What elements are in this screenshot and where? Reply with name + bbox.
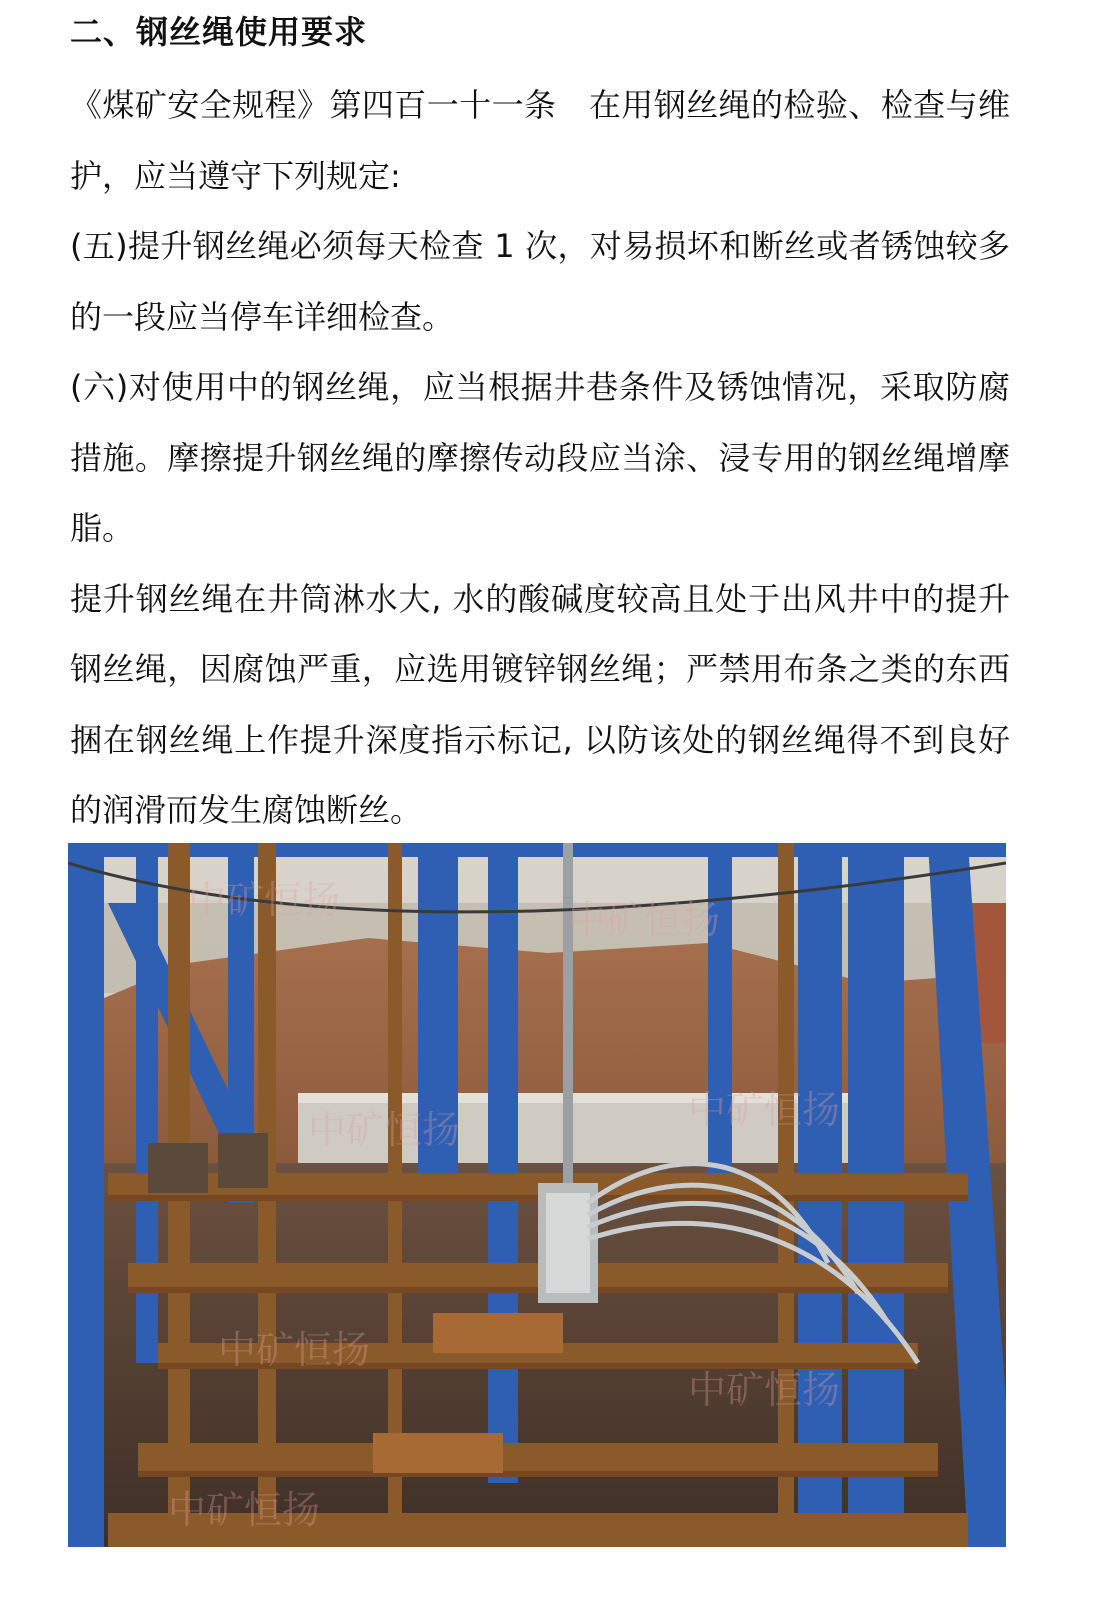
watermark-text: 中矿恒扬 bbox=[308, 1108, 461, 1152]
watermark-text: 中矿恒扬 bbox=[218, 1328, 371, 1372]
watermark-text: 中矿恒扬 bbox=[168, 1488, 321, 1532]
paragraph-regulation-intro: 《煤矿安全规程》第四百一十一条 在用钢丝绳的检验、检查与维护，应当遵守下列规定: bbox=[70, 86, 1010, 195]
watermark-text: 中矿恒扬 bbox=[188, 878, 341, 922]
watermark-text: 中矿恒扬 bbox=[688, 1088, 841, 1132]
watermark-text: 中矿恒扬 bbox=[568, 898, 721, 942]
paragraph-galvanized-rope: 提升钢丝绳在井筒淋水大, 水的酸碱度较高且处于出风井中的提升钢丝绳，因腐蚀严重，应选用镀锌钢丝绳；严禁用布条之类的东西捆在钢丝绳上作提升深度指示标记, 以防该处的钢丝绳得不到良好的润滑而发生腐蚀断丝。 bbox=[70, 579, 1010, 829]
shaft-construction-illustration bbox=[68, 843, 1006, 1547]
watermark-text: 中矿恒扬 bbox=[688, 1368, 841, 1412]
paragraph-item-five: (五)提升钢丝绳必须每天检查 1 次，对易损坏和断丝或者锈蚀较多的一段应当停车详细检查。 bbox=[70, 227, 1010, 336]
shaft-construction-photo bbox=[68, 843, 1006, 1547]
document-body bbox=[70, 0, 1010, 846]
paragraph-item-six: (六)对使用中的钢丝绳，应当根据井巷条件及锈蚀情况，采取防腐措施。摩擦提升钢丝绳的摩擦传动段应当涂、浸专用的钢丝绳增摩脂。 bbox=[70, 368, 1010, 547]
section-heading: 二、钢丝绳使用要求 bbox=[70, 13, 368, 51]
